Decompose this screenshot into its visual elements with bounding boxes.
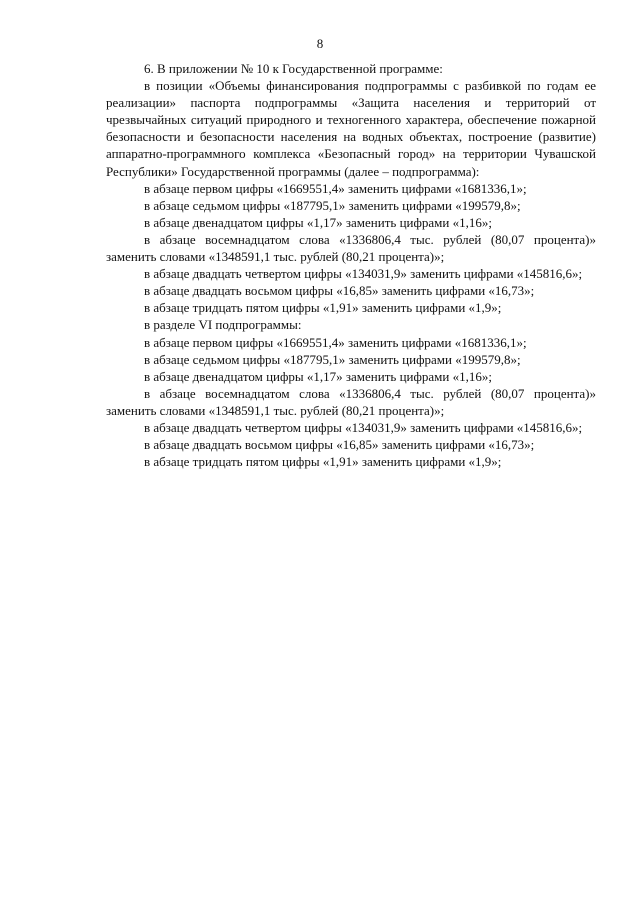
paragraph: в абзаце тридцать пятом цифры «1,91» заменить цифрами «1,9»; bbox=[144, 300, 502, 316]
paragraph: в абзаце двадцать восьмом цифры «16,85» заменить цифрами «16,73»; bbox=[144, 283, 535, 299]
paragraph: в позиции «Объемы финансирования подпрограммы с разбивкой по годам ее реализации» паспорта подпрограммы «Защита населения и территорий от чрезвычайных ситуаций природного и техногенного характера, обеспечение пожарной безопасности и безопасности населения на водных объектах, построение (развитие) аппаратно-программного комплекса «Безопасный город» на территории Чувашской Республики» Государственной программы (далее – подпрограмма): bbox=[106, 78, 596, 179]
paragraph: в абзаце двенадцатом цифры «1,17» заменить цифрами «1,16»; bbox=[144, 214, 492, 230]
paragraph: в абзаце первом цифры «1669551,4» заменить цифрами «1681336,1»; bbox=[144, 180, 527, 196]
paragraph: в абзаце двенадцатом цифры «1,17» заменить цифрами «1,16»; bbox=[144, 368, 492, 384]
page-number: 8 bbox=[316, 36, 324, 51]
paragraph: в абзаце седьмом цифры «187795,1» заменить цифрами «199579,8»; bbox=[144, 351, 521, 367]
document-body bbox=[106, 60, 596, 470]
paragraph: в разделе VI подпрограммы: bbox=[144, 317, 302, 333]
paragraph: в абзаце седьмом цифры «187795,1» заменить цифрами «199579,8»; bbox=[144, 197, 521, 213]
paragraph: в абзаце восемнадцатом слова «1336806,4 тыс. рублей (80,07 процента)» заменить словами «1348591,1 тыс. рублей (80,21 процента)»; bbox=[106, 385, 596, 418]
paragraph: в абзаце восемнадцатом слова «1336806,4 тыс. рублей (80,07 процента)» заменить словами «1348591,1 тыс. рублей (80,21 процента)»; bbox=[106, 231, 596, 265]
paragraph: в абзаце первом цифры «1669551,4» заменить цифрами «1681336,1»; bbox=[144, 334, 527, 350]
paragraph: в абзаце двадцать четвертом цифры «134031,9» заменить цифрами «145816,6»; bbox=[144, 266, 583, 282]
paragraph: в абзаце двадцать восьмом цифры «16,85» заменить цифрами «16,73»; bbox=[144, 437, 535, 453]
paragraph: в абзаце тридцать пятом цифры «1,91» заменить цифрами «1,9»; bbox=[144, 454, 502, 470]
paragraph: в абзаце двадцать четвертом цифры «134031,9» заменить цифрами «145816,6»; bbox=[144, 419, 583, 435]
section-heading: 6. В приложении № 10 к Государственной программе: bbox=[144, 61, 443, 76]
